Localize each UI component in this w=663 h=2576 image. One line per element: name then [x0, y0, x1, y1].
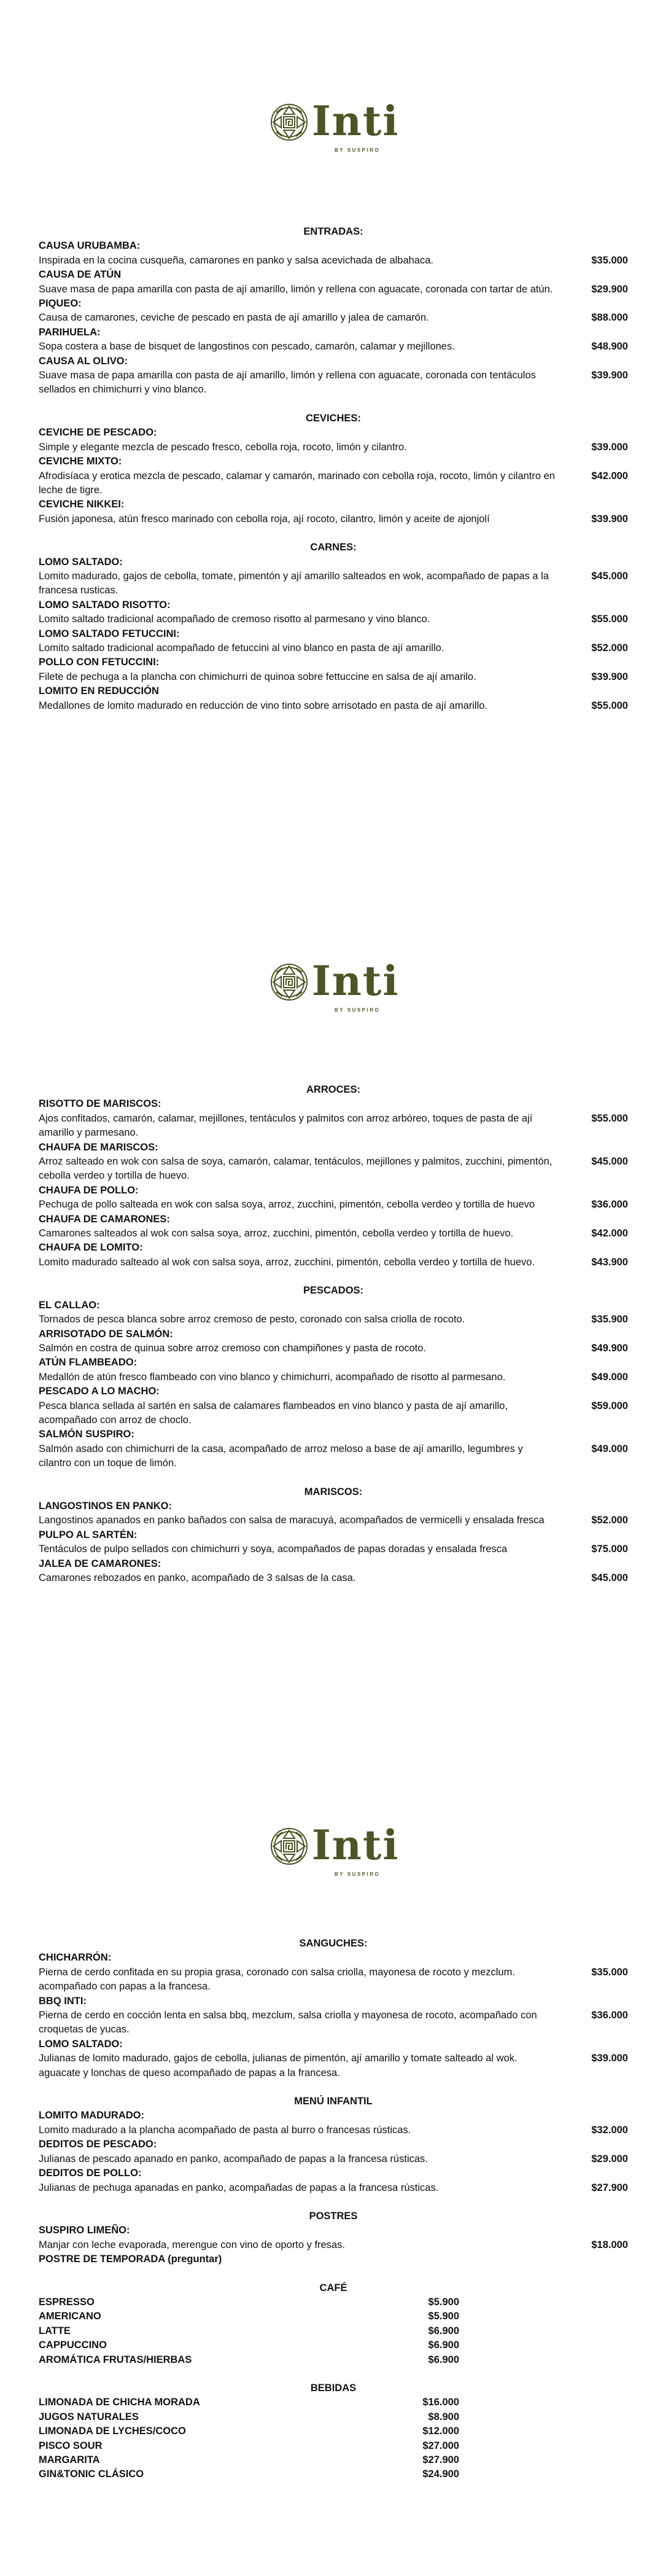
item-name: LOMO SALTADO RISOTTO:	[39, 599, 171, 611]
item-description: Inspirada en la cocina cusqueña, camarones en panko y salsa acevichada de albahaca.	[39, 254, 434, 266]
brand-tagline: BY SUSPIRO	[335, 1872, 381, 1877]
item-price: $39.000	[591, 2053, 628, 2064]
item-price: $27.900	[591, 2182, 628, 2193]
menu-item	[39, 1427, 628, 1470]
item-price: $6.900	[428, 2325, 459, 2336]
item-name: LATTE	[39, 2325, 71, 2336]
brand-wordmark: Inti	[312, 1821, 400, 1869]
item-detail-row	[39, 1965, 628, 1994]
section-title: CARNES:	[310, 542, 357, 553]
item-price: $36.000	[591, 2010, 628, 2021]
item-name: CEVICHE MIXTO:	[39, 456, 122, 467]
menu-item	[39, 555, 628, 598]
item-detail-row	[39, 1571, 628, 1585]
item-name: LIMONADA DE LYCHES/COCO	[39, 2426, 186, 2437]
item-name: CHAUFA DE POLLO:	[39, 1184, 139, 1196]
item-name: ATÚN FLAMBEADO:	[39, 1357, 138, 1368]
item-description: Suave masa de papa amarilla con pasta de ají amarillo, limón y rellena con aguacate, coronada con tentáculos sellados en chimichurri y vino blanco.	[39, 370, 536, 396]
item-description: Salmón asado con chimichurri de la casa, acompañado de arroz meloso a base de ají amarillo, legumbres y cilantro con un toque de limón.	[39, 1443, 523, 1469]
item-detail-row	[39, 512, 628, 526]
item-price: $39.900	[591, 671, 628, 682]
item-price: $55.000	[591, 700, 628, 711]
item-name: CHAUFA DE CAMARONES:	[39, 1213, 170, 1225]
menu-item	[39, 684, 628, 713]
item-description: Pierna de cerdo confitada en su propia grasa, coronado con salsa criolla, mayonesa de rocoto y mezclum. acompañado con papas a la francesa.	[39, 1966, 515, 1992]
item-price: $88.000	[591, 312, 628, 324]
menu-item	[39, 2109, 628, 2137]
menu-item	[39, 2223, 628, 2252]
item-description: Camarones salteados al wok con salsa soya, arroz, zucchini, pimentón, cebolla verdeo y tortilla de huevo.	[39, 1228, 514, 1239]
menu-item	[39, 1184, 628, 1212]
item-detail-row	[39, 254, 628, 268]
menu-item	[39, 1141, 628, 1184]
menu-item	[39, 1528, 628, 1557]
item-name: AMERICANO	[39, 2311, 101, 2322]
section-title: ENTRADAS:	[303, 226, 363, 237]
item-name: CHICHARRÓN:	[39, 1952, 112, 1964]
item-description: Sopa costera a base de bisquet de langostinos con pescado, camarón, calamar y mejillones.	[39, 341, 455, 353]
item-description: Filete de pechuga a la plancha con chimichurri de quinoa sobre fettuccine en salsa de ají amarilo.	[39, 671, 476, 682]
section-title: POSTRES	[309, 2210, 358, 2222]
item-detail-row	[39, 2238, 628, 2252]
menu-item-simple	[39, 2324, 628, 2338]
item-price: $35.000	[591, 1966, 628, 1978]
item-detail-row	[39, 1155, 628, 1184]
item-detail-row	[39, 699, 628, 713]
item-name: EL CALLAO:	[39, 1299, 100, 1311]
item-price: $55.000	[591, 614, 628, 625]
item-name: CAUSA DE ATÚN	[39, 269, 122, 281]
item-price: $75.000	[591, 1544, 628, 1555]
item-name: CHAUFA DE MARISCOS:	[39, 1141, 158, 1153]
item-name: POLLO CON FETUCCINI:	[39, 657, 160, 668]
menu-item	[39, 1994, 628, 2037]
item-price: $16.000	[422, 2397, 459, 2408]
item-detail-row	[39, 369, 628, 397]
item-description: Arroz salteado en wok con salsa de soya, camarón, calamar, tentáculos, mejillones y palmitos, zucchini, pimentón, cebolla verdeo y tortilla de huevo.	[39, 1156, 552, 1182]
item-name: CAUSA AL OLIVO:	[39, 355, 128, 367]
item-price: $59.000	[591, 1400, 628, 1411]
menu-item-simple	[39, 2467, 628, 2481]
item-name: GIN&TONIC CLÁSICO	[39, 2469, 144, 2480]
item-price: $5.900	[428, 2311, 459, 2322]
item-price: $36.000	[591, 1199, 628, 1211]
menu-item	[39, 1557, 628, 1586]
item-name: DEDITOS DE PESCADO:	[39, 2139, 157, 2150]
brand-wordmark: Inti	[312, 97, 400, 145]
item-description: Lomito saltado tradicional acompañado de cremoso risotto al parmesano y vino blanco.	[39, 614, 430, 625]
item-price: $43.900	[591, 1256, 628, 1268]
item-price: $35.900	[591, 1314, 628, 1325]
item-description: Ajos confitados, camarón, calamar, mejillones, tentáculos y palmitos con arroz arbóreo, toques de pasta de ají amarillo y parmesano.	[39, 1112, 533, 1139]
menu-item	[39, 1298, 628, 1327]
menu-item	[39, 2037, 628, 2080]
item-price: $52.000	[591, 1515, 628, 1526]
item-name: PIQUEO:	[39, 298, 82, 310]
item-name: PESCADO A LO MACHO:	[39, 1386, 160, 1397]
menu-item-simple	[39, 2453, 628, 2467]
menu-item-simple	[39, 2309, 628, 2324]
item-name: CAUSA URUBAMBA:	[39, 240, 141, 252]
item-detail-row	[39, 1370, 628, 1384]
menu-item	[39, 1951, 628, 1994]
item-price: $48.900	[591, 341, 628, 353]
item-detail-row	[39, 2051, 628, 2080]
menu-item	[39, 239, 628, 268]
item-price: $6.900	[428, 2354, 459, 2365]
item-name: JALEA DE CAMARONES:	[39, 1558, 161, 1569]
item-detail-row	[39, 2123, 628, 2137]
item-description: Langostinos apanados en panko bañados con salsa de maracuyá, acompañados de vermicelli y ensalada fresca	[39, 1515, 545, 1526]
item-name: SUSPIRO LIMEÑO:	[39, 2225, 130, 2236]
inti-logo	[270, 97, 400, 158]
item-name: LOMO SALTADO FETUCCINI:	[39, 628, 180, 639]
menu-item	[39, 354, 628, 397]
item-name: CEVICHE NIKKEI:	[39, 499, 125, 510]
menu-item	[39, 1241, 628, 1270]
item-detail-row	[39, 1442, 628, 1471]
section-title: MARISCOS:	[304, 1486, 363, 1497]
menu-item	[39, 1499, 628, 1528]
item-detail-row	[39, 2181, 628, 2195]
item-name: JUGOS NATURALES	[39, 2411, 139, 2422]
brand-tagline: BY SUSPIRO	[335, 1007, 381, 1013]
menu-item-simple	[39, 2353, 628, 2367]
item-price: $52.000	[591, 642, 628, 654]
item-detail-row	[39, 311, 628, 325]
menu-item-simple	[39, 2439, 628, 2453]
section-title: MENÚ INFANTIL	[294, 2096, 373, 2107]
item-name: CEVICHE DE PESCADO:	[39, 427, 157, 439]
menu-item	[39, 1356, 628, 1384]
item-name: RISOTTO DE MARISCOS:	[39, 1098, 161, 1110]
item-detail-row	[39, 440, 628, 455]
item-description: Pesca blanca sellada al sartén en salsa de calamares flambeados en vino blanco y pasta de ají amarillo, acompañado con arroz de choclo.	[39, 1400, 508, 1426]
menu-item	[39, 1097, 628, 1140]
menu-content	[39, 1937, 628, 2482]
menu-item	[39, 1212, 628, 1241]
menu-item	[39, 2137, 628, 2166]
item-description: Julianas de pechuga apanadas en panko, acompañadas de papas a la francesa rústicas.	[39, 2182, 439, 2193]
menu-item	[39, 326, 628, 354]
item-description: Lomito saltado tradicional acompañado de fetuccini al vino blanco en pasta de ají amarillo.	[39, 642, 444, 654]
item-price: $45.000	[591, 1156, 628, 1168]
inca-sun-emblem-icon	[270, 103, 308, 141]
item-description: Causa de camarones, ceviche de pescado en pasta de ají amarillo y jalea de camarón.	[39, 312, 429, 324]
menu-item	[39, 1384, 628, 1427]
item-description: Julianas de lomito madurado, gajos de cebolla, julianas de pimentón, ají amarillo y tomate salteado al wok. aguacate y lonchas de queso acompañado de papas a la francesa.	[39, 2053, 518, 2078]
item-price: $29.900	[591, 283, 628, 295]
item-price: $42.000	[591, 470, 628, 482]
item-name: PISCO SOUR	[39, 2440, 103, 2451]
inti-logo	[270, 1821, 400, 1883]
item-description: Pierna de cerdo en cocción lenta en salsa bbq, mezclum, salsa criolla y mayonesa de rocoto, acompañado con croquetas de yucas.	[39, 2010, 537, 2035]
item-price: $27.900	[422, 2454, 459, 2465]
menu-item	[39, 655, 628, 684]
item-price: $29.000	[591, 2153, 628, 2164]
item-description: Camarones rebozados en panko, acompañado de 3 salsas de la casa.	[39, 1572, 356, 1583]
item-detail-row	[39, 2152, 628, 2166]
menu-content	[39, 1083, 628, 1585]
item-description: Lomito madurado, gajos de cebolla, tomate, pimentón y ají amarillo salteados en wok, acompañado de papas a la francesa rusticas.	[39, 570, 549, 596]
section-title: SANGUCHES:	[299, 1938, 368, 1949]
item-price: $8.900	[428, 2411, 459, 2422]
item-name: CHAUFA DE LOMITO:	[39, 1242, 143, 1254]
item-price: $49.000	[591, 1443, 628, 1454]
section-title: PESCADOS:	[303, 1285, 364, 1297]
menu-item	[39, 426, 628, 455]
brand-tagline: BY SUSPIRO	[335, 147, 381, 153]
item-detail-row	[39, 469, 628, 498]
item-price: $35.000	[591, 254, 628, 266]
item-description: Julianas de pescado apanado en panko, acompañado de papas a la francesa rústicas.	[39, 2153, 428, 2164]
item-price: $6.900	[428, 2340, 459, 2351]
menu-item	[39, 598, 628, 627]
item-description: Medallón de atún fresco flambeado con vino blanco y chimichurri, acompañado de risotto al parmesano.	[39, 1371, 506, 1383]
item-detail-row	[39, 1341, 628, 1356]
brand-wordmark: Inti	[312, 957, 400, 1005]
item-price: $45.000	[591, 570, 628, 582]
inti-logo	[270, 957, 400, 1018]
item-name: LIMONADA DE CHICHA MORADA	[39, 2397, 200, 2408]
menu-item-simple	[39, 2295, 628, 2309]
item-name: ESPRESSO	[39, 2296, 95, 2308]
item-description: Fusión japonesa, atún fresco marinado con cebolla roja, ají rocoto, cilantro, limón y aceite de ajonjolí	[39, 513, 490, 525]
item-name: LOMO SALTADO:	[39, 2038, 123, 2050]
inca-sun-emblem-icon	[270, 1827, 308, 1865]
item-price: $49.900	[591, 1342, 628, 1354]
item-name: DEDITOS DE POLLO:	[39, 2168, 142, 2179]
item-description: Manjar con leche evaporada, merengue con vino de oporto y fresas.	[39, 2239, 345, 2250]
item-price: $32.000	[591, 2124, 628, 2136]
item-description: Simple y elegante mezcla de pescado fresco, cebolla roja, rocoto, limón y cilantro.	[39, 441, 407, 453]
item-description: Afrodisíaca y erotica mezcla de pescado, calamar y camarón, marinado con cebolla roja, rocoto, limón y cilantro en leche de tigre.	[39, 470, 555, 496]
item-description: Medallones de lomito madurado en reducción de vino tinto sobre arrisotado en pasta de ají amarillo.	[39, 700, 488, 711]
item-detail-row	[39, 1513, 628, 1528]
item-price: $39.000	[591, 441, 628, 453]
section-title: CEVICHES:	[306, 412, 361, 424]
item-description: Suave masa de papa amarilla con pasta de ají amarillo, limón y rellena con aguacate, coronada con tartar de atún.	[39, 283, 553, 295]
item-description: Salmón en costra de quinua sobre arroz cremoso con champiñones y pasta de rocoto.	[39, 1342, 427, 1354]
item-name: LOMITO EN REDUCCIÓN	[39, 685, 159, 697]
item-detail-row	[39, 641, 628, 655]
item-detail-row	[39, 569, 628, 598]
menu-item-simple	[39, 2338, 628, 2352]
item-price: $42.000	[591, 1228, 628, 1239]
item-name: BBQ INTI:	[39, 1995, 87, 2007]
item-price: $18.000	[591, 2239, 628, 2250]
item-name: AROMÁTICA FRUTAS/HIERBAS	[39, 2354, 192, 2365]
item-detail-row	[39, 1112, 628, 1141]
item-description: Tornados de pesca blanca sobre arroz cremoso de pesto, coronado con salsa criolla de rocoto.	[39, 1314, 465, 1325]
menu-item	[39, 268, 628, 297]
menu-item-simple	[39, 2424, 628, 2438]
item-price: $39.900	[591, 513, 628, 525]
item-detail-row	[39, 670, 628, 684]
item-name: MARGARITA	[39, 2454, 100, 2465]
section-title: BEBIDAS	[310, 2382, 357, 2394]
item-name: LOMO SALTADO:	[39, 556, 123, 568]
menu-item	[39, 455, 628, 498]
item-detail-row	[39, 1255, 628, 1270]
section-title: CAFÉ	[319, 2282, 347, 2293]
item-detail-row	[39, 1313, 628, 1327]
item-description: Pechuga de pollo salteada en wok con salsa soya, arroz, zucchini, pimentón, cebolla verdeo y tortilla de huevo	[39, 1199, 535, 1211]
item-price: $55.000	[591, 1112, 628, 1124]
item-name: PULPO AL SARTÉN:	[39, 1529, 138, 1540]
item-price: $49.000	[591, 1371, 628, 1383]
item-description: Lomito madurado salteado al wok con salsa soya, arroz, zucchini, pimentón, cebolla verdeo y tortilla de huevo.	[39, 1256, 535, 1268]
section-title: ARROCES:	[306, 1084, 360, 1095]
item-detail-row	[39, 340, 628, 354]
item-name: LANGOSTINOS EN PANKO:	[39, 1500, 172, 1512]
item-price: $12.000	[422, 2426, 459, 2437]
item-detail-row	[39, 1542, 628, 1556]
menu-content	[39, 225, 628, 713]
menu-item	[39, 2166, 628, 2195]
item-price: $27.000	[422, 2440, 459, 2451]
menu-item-simple	[39, 2410, 628, 2424]
item-name: SALMÓN SUSPIRO:	[39, 1429, 134, 1440]
item-name: CAPPUCCINO	[39, 2340, 107, 2351]
item-detail-row	[39, 283, 628, 297]
menu-item	[39, 297, 628, 326]
inca-sun-emblem-icon	[270, 963, 308, 1001]
item-description: Tentáculos de pulpo sellados con chimichurri y soya, acompañados de papas doradas y ensalada fresca	[39, 1544, 508, 1555]
item-detail-row	[39, 1227, 628, 1241]
item-detail-row	[39, 612, 628, 626]
item-name: PARIHUELA:	[39, 326, 101, 338]
item-name: ARRISOTADO DE SALMÓN:	[39, 1328, 173, 1340]
item-price: $39.900	[591, 370, 628, 381]
item-price: $5.900	[428, 2296, 459, 2308]
menu-item-simple	[39, 2395, 628, 2410]
item-name: LOMITO MADURADO:	[39, 2110, 145, 2121]
item-detail-row	[39, 1399, 628, 1428]
item-detail-row	[39, 2008, 628, 2037]
menu-item	[39, 2252, 628, 2266]
item-price: $45.000	[591, 1572, 628, 1583]
item-price: $24.900	[422, 2469, 459, 2480]
item-description: Lomito madurado a la plancha acompañado de pasta al burro o francesas rústicas.	[39, 2124, 411, 2136]
item-detail-row	[39, 1198, 628, 1212]
menu-item	[39, 498, 628, 526]
menu-item	[39, 1327, 628, 1356]
menu-item	[39, 627, 628, 656]
item-name: POSTRE DE TEMPORADA (preguntar)	[39, 2254, 222, 2265]
